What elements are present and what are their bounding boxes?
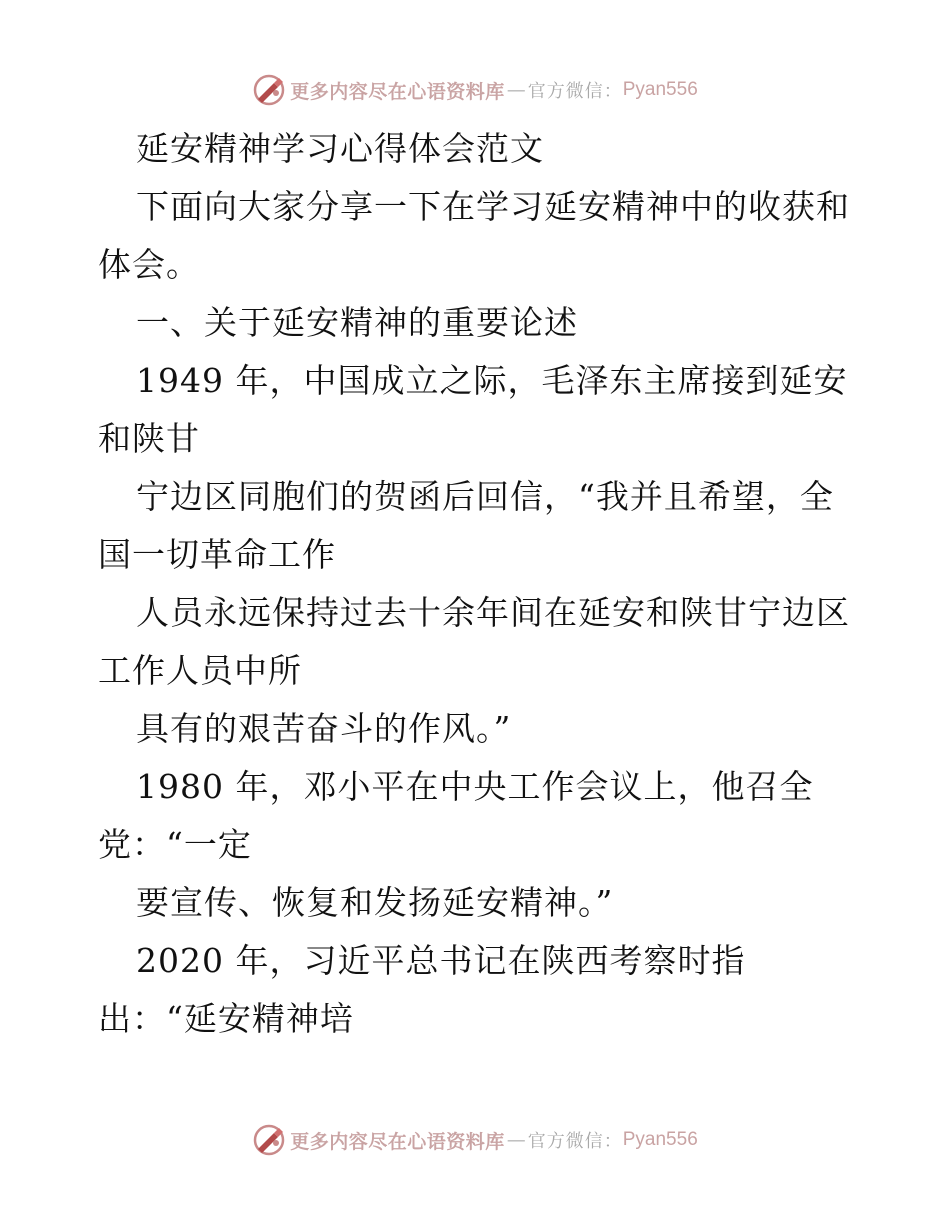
section-heading: 一、关于延安精神的重要论述 xyxy=(136,303,578,342)
paragraph-line: 宁边区同胞们的贺函后回信，“我并且希望，全 xyxy=(136,477,834,516)
paragraph-line: 1949 年，中国成立之际，毛泽东主席接到延安 xyxy=(136,361,848,400)
paragraph-line: 工作人员中所 xyxy=(98,651,302,690)
banner-brand-text: 更多内容尽在心语资料库 xyxy=(290,1130,505,1153)
banner-account: Pyan556 xyxy=(622,79,698,100)
paragraph-line: 和陕甘 xyxy=(98,419,200,458)
paragraph-line: 国一切革命工作 xyxy=(98,535,336,574)
document-title: 延安精神学习心得体会范文 xyxy=(136,129,544,168)
paragraph-line: 2020 年，习近平总书记在陕西考察时指 xyxy=(136,941,746,980)
paragraph-line: 党：“一定 xyxy=(98,825,252,864)
document-body xyxy=(98,120,898,1048)
banner-dash: — xyxy=(506,1129,526,1151)
footer-banner xyxy=(0,1120,950,1160)
pen-logo-icon xyxy=(252,1123,286,1157)
paragraph-line: 1980 年，邓小平在中央工作会议上，他召全 xyxy=(136,767,814,806)
banner-dash: — xyxy=(506,79,526,101)
paragraph-line: 出：“延安精神培 xyxy=(98,999,354,1038)
paragraph-line: 要宣传、恢复和发扬延安精神。” xyxy=(136,883,614,922)
banner-account: Pyan556 xyxy=(622,1129,698,1150)
banner-brand-text: 更多内容尽在心语资料库 xyxy=(290,80,505,103)
paragraph-line: 具有的艰苦奋斗的作风。” xyxy=(136,709,512,748)
header-banner xyxy=(0,70,950,110)
paragraph-line: 体会。 xyxy=(98,245,200,284)
banner-wechat-label: 官方微信： xyxy=(527,1131,623,1152)
banner-wechat-label: 官方微信： xyxy=(527,81,623,102)
paragraph-line: 下面向大家分享一下在学习延安精神中的收获和 xyxy=(136,187,850,226)
pen-logo-icon xyxy=(252,73,286,107)
paragraph-line: 人员永远保持过去十余年间在延安和陕甘宁边区 xyxy=(136,593,850,632)
